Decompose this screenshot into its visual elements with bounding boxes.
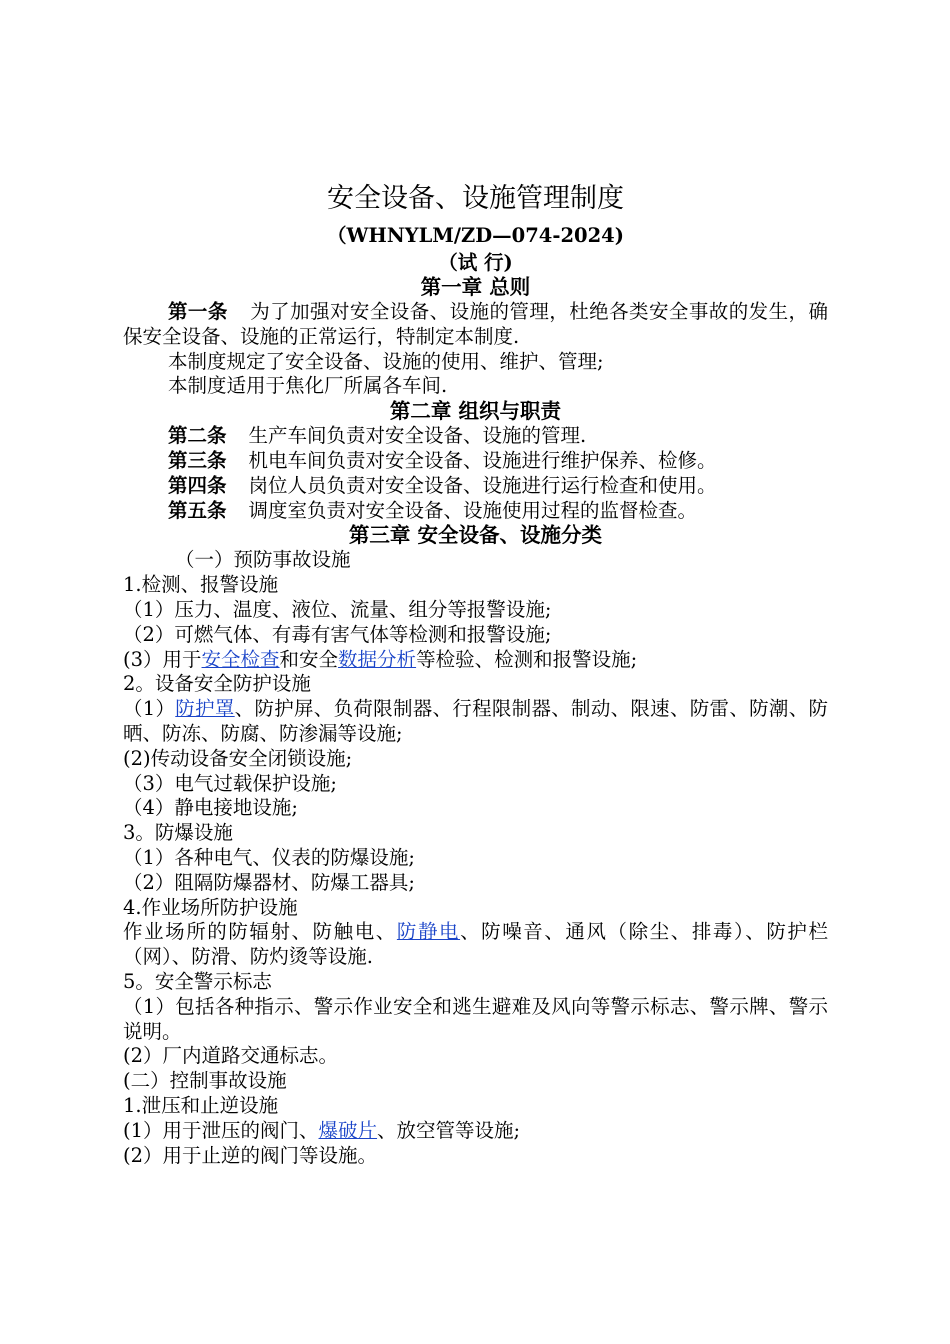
chapter-2-heading: 第二章 组织与职责	[389, 399, 562, 424]
item-5-2: (2）厂内道路交通标志。	[123, 1044, 339, 1068]
item-2-2: (2)传动设备安全闭锁设施;	[123, 746, 353, 770]
item-equipment-protection: 2。设备安全防护设施	[123, 672, 311, 696]
article-3-text: 机电车间负责对安全设备、设施进行维护保养、检修。	[248, 448, 717, 472]
item-detection-alarm: 1.检测、报警设施	[123, 573, 279, 597]
item-4-1	[123, 920, 828, 970]
article-2-label: 第二条	[168, 424, 227, 448]
article-4-label: 第四条	[168, 473, 227, 497]
item-c1-1	[123, 1119, 828, 1144]
item-3-1: （1）各种电气、仪表的防爆设施;	[123, 845, 415, 869]
article-5	[123, 499, 828, 524]
item-3-2: （2）阻隔防爆器材、防爆工器具;	[123, 870, 415, 894]
article-3	[123, 449, 828, 474]
item-workplace-protection: 4.作业场所防护设施	[123, 895, 298, 919]
article-2-text: 生产车间负责对安全设备、设施的管理.	[248, 424, 587, 448]
item-pressure-relief: 1.泄压和止逆设施	[123, 1093, 279, 1117]
item-c1-1-text-a: (1）用于泄压的阀门、	[123, 1118, 319, 1142]
item-warning-signs: 5。安全警示标志	[123, 969, 272, 993]
document-title: 安全设备、设施管理制度	[327, 183, 624, 214]
item-1-3-text-b: 和安全	[279, 647, 339, 671]
protective-cover-link[interactable]: 防护罩	[175, 697, 235, 721]
item-1-3	[123, 648, 828, 673]
article-5-label: 第五条	[168, 498, 227, 522]
item-c1-2: (2）用于止逆的阀门等设施。	[123, 1143, 378, 1167]
article-4	[123, 474, 828, 499]
ch1-paragraph-3: 本制度适用于焦化厂所属各车间.	[168, 374, 448, 398]
section-control: (二）控制事故设施	[123, 1069, 287, 1093]
article-1-label: 第一条	[168, 300, 228, 323]
section-prevention: （一）预防事故设施	[175, 548, 351, 572]
safety-inspection-link[interactable]: 安全检查	[201, 647, 280, 671]
article-4-text: 岗位人员负责对安全设备、设施进行运行检查和使用。	[248, 473, 717, 497]
chapter-1-heading: 第一章 总则	[420, 275, 531, 299]
item-5-1: （1）包括各种指示、警示作业安全和逃生避难及风向等警示标志、警示牌、警示说明。	[123, 994, 828, 1043]
chapter-3-heading: 第三章 安全设备、设施分类	[348, 523, 603, 548]
item-1-3-text-a: (3）用于	[123, 647, 202, 671]
item-c1-1-text-b: 、放空管等设施;	[377, 1118, 521, 1142]
item-1-2: （2）可燃气体、有毒有害气体等检测和报警设施;	[123, 622, 552, 646]
article-1	[123, 300, 828, 350]
item-4-1-text-b: 、防噪音、通风（除尘、排毒）、防护栏（网）、防滑、防灼烫等设施.	[123, 920, 828, 969]
ch1-paragraph-2: 本制度规定了安全设备、设施的使用、维护、管理;	[168, 349, 604, 373]
item-4-1-text-a: 作业场所的防辐射、防触电、	[123, 920, 397, 944]
document-body	[123, 178, 828, 1168]
item-explosion-proof: 3。防爆设施	[123, 821, 233, 845]
item-2-1	[123, 697, 828, 747]
item-2-3: （3）电气过载保护设施;	[123, 771, 337, 795]
rupture-disc-link[interactable]: 爆破片	[318, 1118, 378, 1142]
article-5-text: 调度室负责对安全设备、设施使用过程的监督检查。	[248, 498, 698, 522]
anti-static-link[interactable]: 防静电	[396, 920, 461, 944]
trial-note: （试 行)	[438, 251, 513, 274]
item-2-1-text-a: （1）	[123, 697, 176, 721]
data-analysis-link[interactable]: 数据分析	[338, 647, 417, 671]
item-2-4: （4）静电接地设施;	[123, 796, 298, 820]
document-code: （WHNYLM/ZD—074-2024)	[327, 224, 624, 247]
item-1-1: （1）压力、温度、液位、流量、组分等报警设施;	[123, 597, 552, 621]
article-3-label: 第三条	[168, 448, 227, 472]
article-2	[123, 424, 828, 449]
item-2-1-text-b: 、防护屏、负荷限制器、行程限制器、制动、限速、防雷、防潮、防晒、防冻、防腐、防渗漏等设施;	[123, 697, 828, 745]
article-1-text: 为了加强对安全设备、设施的管理，杜绝各类安全事故的发生，确保安全设备、设施的正常运行，特制定本制度.	[123, 300, 828, 348]
item-1-3-text-c: 等检验、检测和报警设施;	[416, 647, 638, 671]
